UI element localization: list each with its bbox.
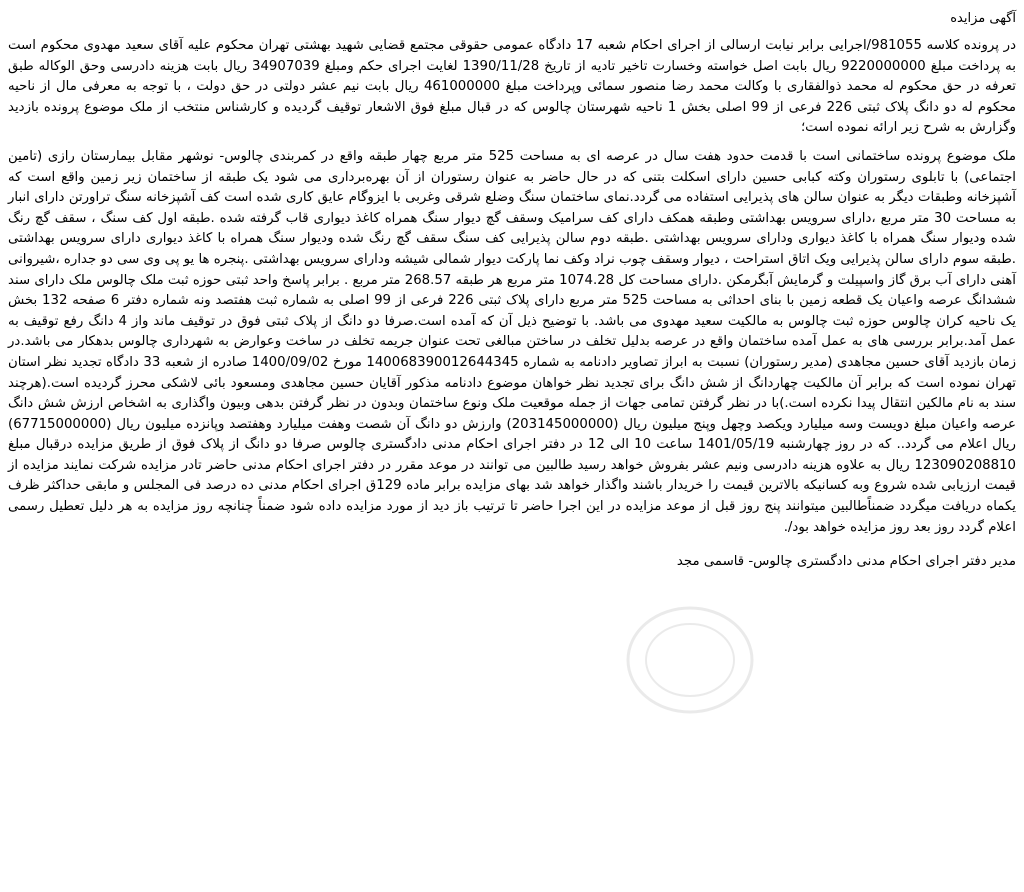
- notice-paragraph-case-details: در پرونده کلاسه 981055/اجرایی برابر نیابت ارسالی از اجرای احکام شعبه 17 دادگاه عمومی حقوقی مجتمع قضایی شهید بهشتی تهران محکوم علیه آقای سعید مهدوی محکوم است به پرداخت مبلغ 9220000000 ریال بابت اصل خواسته وخسارت تاخیر تادیه از تاریخ 1390/11/28 لغایت اجرای حکم ومبلغ 34907039 ریال بابت هزینه دادرسی وحق الوکاله طبق تعرفه در حق محکوم له محمد ذوالفقاری با وکالت محمد رضا منصور سمائی وپرداخت مبلغ 461000000 ریال بابت نیم عشر دولتی در حق دولت ، با توجه به معرفی مال از ناحیه محکوم له دو دانگ پلاک ثبتی 226 فرعی از 99 اصلی بخش 1 ناحیه شهرستان چالوس که در قبال مبلغ فوق الاشعار توقیف گردیده و کارشناس منتخب از ملک موضوع پرونده بازدید وگزارش به شرح زیر ارائه نموده است؛: [8, 38, 1016, 136]
- notice-signature: مدیر دفتر اجرای احکام مدنی دادگستری چالوس- قاسمی مجد: [676, 554, 1016, 570]
- notice-title: آگهی مزایده: [950, 11, 1016, 26]
- stamp-watermark-icon: [620, 600, 760, 720]
- notice-paragraph-property-description: ملک موضوع پرونده ساختمانی است با قدمت حدود هفت سال در عرصه ای به مساحت 525 متر مربع چهار طبقه واقع در کمربندی چالوس- نوشهر مقابل بیمارستان رازی (تامین اجتماعی) با تابلوی رستوران وکته کبابی حسین دارای اسکلت بتنی که در حال حاضر به عنوان رستوران از آن بهره‌برداری می شود یک طبقه از ساختمان زیر زمین واقع است که آشپزخانه وطبقات دیگر به عنوان سالن های پذیرایی استفاده می گردد.نمای ساختمان سنگ وضلع شرقی وغربی با ایزوگام عایق کاری شده است کف آشپزخانه سنگ تراورتن دارای انبار به مساحت 30 متر مربع ،دارای سرویس بهداشتی وطبقه همکف دارای کف سرامیک وسقف گچ دیوار سنگ همراه کاغذ دیواری قاب گرفته شده .طبقه اول کف سنگ ، سقف گچ رنگ شده ودیوار سنگ همراه با کاغذ دیواری ودارای سرویس بهداشتی .طبقه دوم سالن پذیرایی کف سنگ سقف گچ رنگ شده ودیوار سنگ همراه با کاغذ دیواری دارای سرویس بهداشتی .طبقه سوم دارای سالن پذیرایی ویک اتاق استراحت ، دیوار وسقف چوب نراد وکف نما پارکت دیوار شمالی شیشه ودارای سرویس بهداشتی .پنجره ها یو پی وی سی دو جداره ،شیروانی آهنی دارای آب برق گاز واسپیلت و گرمایش آبگرمکن .دارای مساحت کل 1074.28 متر مربع هر طبقه 268.57 متر مربع . برابر پاسخ واحد ثبتی حوزه ثبت ملک چالوس ملک دارای سند ششدانگ عرصه واعیان یک قطعه زمین با بنای احداثی به مساحت 525 متر مربع دارای پلاک ثبتی 226 فرعی از 99 اصلی به شماره ثبت هفتصد ونه شماره دفتر 6 صفحه 132 بخش یک ناحیه کران چالوس حوزه ثبت چالوس به مالکیت سعید مهدوی می باشد. با توضیح ذیل آن که آمده است.صرفا دو دانگ از پلاک ثبتی فوق در توقیف ماند واز 4 دانگ رفع توقیف به عمل آمد.برابر بررسی های به عمل آمده ساختمان واقع در عرصه بدلیل تخلف در ساختن مبالغی تحت عنوان جریمه تخلف در ساخت وعوارض به شهرداری چالوس بدهکار می باشد.در زمان بازدید آقای حسین مجاهدی (مدیر رستوران) نسبت به ابراز تصاویر دادنامه به شماره 140068390012644345 مورخ 1400/09/02 صادره از شعبه 33 دادگاه تجدید نظر استان تهران نموده است که برابر آن مالکیت چهاردانگ از شش دانگ برای تجدید نظر خواهان موضوع دادنامه مذکور آقایان حسین مجاهدی ومسعود بائی لاشکی محرز گردیده است.(هرچند سند به نام مالکین انتقال پیدا نکرده است.)با در نظر گرفتن تمامی جهات از جمله موقعیت ملک ونوع ساختمان وبدون در نظر گرفتن بدهی وبیون واگذاری به اشخاص ارزش شش دانگ عرصه واعیان مبلغ دویست وسه میلیارد ویکصد وچهل وپنج میلیون ریال (203145000000) وارزش دو دانگ آن شصت وهفت میلیارد وهفتصد وپانزده میلیون ریال (67715000000) ریال اعلام می گردد.. که در روز چهارشنبه 1401/05/19 ساعت 10 الی 12 در دفتر اجرای احکام مدنی دادگستری چالوس صرفا دو دانگ از پلاک فوق از طریق مزایده درقبال مبلغ 123090208810 ریال به علاوه هزینه دادرسی ونیم عشر بفروش خواهد رسید طالبین می توانند در موعد مقرر در دفتر اجرای احکام مدنی حاضر تادر مزایده شرکت نمایند مزایده از قیمت ارزیابی شده شروع وبه کسانیکه بالاترین قیمت را خریدار باشند واگذار خواهد شد بهای مزایده برابر ماده 129ق اجرای احکام مدنی ده درصد فی المجلس و مابقی حداکثر ظرف یکماه دریافت میگردد ضمناًطالبین میتوانند پنج روز قبل از موعد مزایده در این اجرا حاضر تا ترتیب باز دید از مورد مزایده داده شود ضمناً چنانچه روز مزایده به هر دلیل تعطیل رسمی اعلام گردد روز بعد روز مزایده خواهد بود/.: [8, 148, 1017, 535]
- auction-notice-page: [8, 0, 1016, 572]
